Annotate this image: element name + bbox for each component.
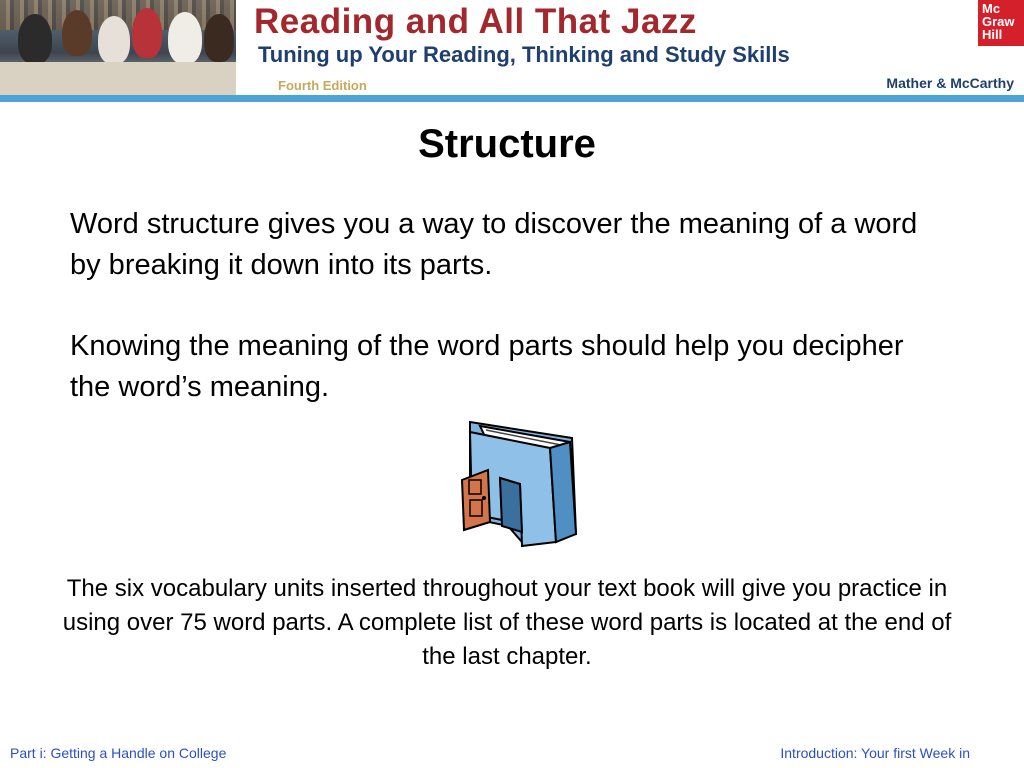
- slide-title: Structure: [418, 122, 596, 166]
- book-door-icon: [452, 414, 588, 550]
- students-photo: [0, 0, 236, 96]
- paragraph-word-parts: Knowing the meaning of the word parts should help you decipher the word’s meaning.: [70, 330, 904, 403]
- header-accent-bar: [0, 95, 1024, 102]
- book-title: Reading and All That Jazz: [254, 2, 697, 41]
- publisher-logo: Mc Graw Hill: [978, 0, 1024, 46]
- authors-label: Mather & McCarthy: [886, 75, 1014, 91]
- vocabulary-note: The six vocabulary units inserted throughout your text book will give you practice in using over 75 word parts. A complete list of these word parts is located at the end of the last chapter.: [62, 575, 952, 670]
- header-banner: [0, 0, 1024, 96]
- edition-label: Fourth Edition: [278, 78, 367, 93]
- paragraph-word-structure: Word structure gives you a way to discover the meaning of a word by breaking it down into its parts.: [70, 208, 918, 281]
- footer-part-label: Part i: Getting a Handle on College: [10, 745, 227, 761]
- footer-chapter-label: Introduction: Your first Week in: [780, 745, 970, 761]
- book-subtitle: Tuning up Your Reading, Thinking and Study Skills: [258, 42, 790, 67]
